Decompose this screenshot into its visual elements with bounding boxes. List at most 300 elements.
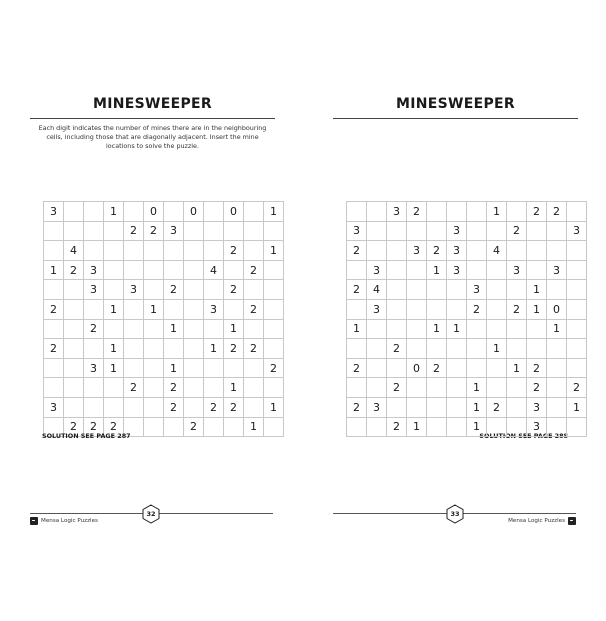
grid-cell[interactable] — [44, 319, 64, 339]
grid-cell[interactable]: 1 — [104, 299, 124, 319]
grid-row — [44, 299, 284, 319]
grid-cell[interactable]: 1 — [164, 358, 184, 378]
grid-cell[interactable]: 0 — [224, 202, 244, 222]
grid-cell[interactable] — [44, 358, 64, 378]
grid-cell[interactable] — [124, 299, 144, 319]
grid-cell[interactable]: 1 — [487, 202, 507, 222]
grid-cell[interactable] — [64, 319, 84, 339]
grid-cell[interactable]: 3 — [507, 260, 527, 280]
grid-cell[interactable] — [487, 378, 507, 398]
grid-cell[interactable] — [447, 358, 467, 378]
grid-cell[interactable] — [204, 417, 224, 437]
grid-row — [44, 397, 284, 417]
grid-cell[interactable] — [427, 221, 447, 241]
grid-cell[interactable] — [104, 378, 124, 398]
grid-cell[interactable] — [144, 339, 164, 359]
grid-row — [44, 339, 284, 359]
grid-cell[interactable]: 2 — [427, 358, 447, 378]
grid-cell[interactable] — [367, 319, 387, 339]
grid-cell[interactable] — [224, 299, 244, 319]
grid-cell[interactable]: 3 — [527, 417, 547, 437]
grid-cell[interactable] — [144, 280, 164, 300]
grid-cell[interactable] — [527, 319, 547, 339]
grid-cell[interactable] — [467, 221, 487, 241]
grid-cell[interactable] — [64, 358, 84, 378]
grid-cell[interactable]: 3 — [367, 299, 387, 319]
instructions-text: Each digit indicates the number of mines there are in the neighbouring cells, including those that are diagonally adjacent. Insert the mine locations to solve the puzzle. — [38, 124, 267, 150]
grid-cell[interactable] — [44, 378, 64, 398]
grid-cell[interactable]: 0 — [407, 358, 427, 378]
grid-cell[interactable]: 1 — [144, 299, 164, 319]
grid-cell[interactable]: 2 — [84, 417, 104, 437]
grid-cell[interactable] — [527, 339, 547, 359]
grid-cell[interactable] — [64, 378, 84, 398]
grid-cell[interactable] — [64, 280, 84, 300]
grid-cell[interactable] — [184, 280, 204, 300]
grid-cell[interactable]: 2 — [244, 299, 264, 319]
grid-cell[interactable] — [104, 221, 124, 241]
grid-cell[interactable] — [64, 202, 84, 222]
grid-cell[interactable]: 3 — [407, 241, 427, 261]
grid-cell[interactable]: 1 — [44, 260, 64, 280]
grid-cell[interactable] — [184, 378, 204, 398]
grid-cell[interactable] — [144, 358, 164, 378]
grid-cell[interactable] — [264, 299, 284, 319]
grid-cell[interactable] — [567, 339, 587, 359]
grid-cell[interactable]: 1 — [224, 378, 244, 398]
grid-cell[interactable] — [184, 221, 204, 241]
grid-cell[interactable]: 2 — [64, 417, 84, 437]
grid-cell[interactable]: 3 — [164, 221, 184, 241]
grid-cell[interactable]: 1 — [427, 319, 447, 339]
grid-cell[interactable] — [467, 260, 487, 280]
grid-cell[interactable] — [367, 221, 387, 241]
grid-cell[interactable]: 4 — [204, 260, 224, 280]
grid-cell[interactable] — [367, 417, 387, 437]
grid-cell[interactable] — [184, 299, 204, 319]
grid-cell[interactable] — [487, 221, 507, 241]
grid-cell[interactable]: 3 — [547, 260, 567, 280]
grid-cell[interactable]: 2 — [527, 378, 547, 398]
grid-cell[interactable] — [164, 299, 184, 319]
grid-cell[interactable]: 1 — [224, 319, 244, 339]
grid-cell[interactable]: 2 — [144, 221, 164, 241]
brand-name: Mensa Logic Puzzles — [41, 518, 98, 524]
grid-cell[interactable] — [164, 260, 184, 280]
grid-cell[interactable] — [184, 260, 204, 280]
grid-cell[interactable]: 2 — [407, 202, 427, 222]
grid-cell[interactable] — [387, 280, 407, 300]
grid-cell[interactable] — [487, 260, 507, 280]
grid-cell[interactable]: 0 — [144, 202, 164, 222]
grid-cell[interactable] — [124, 358, 144, 378]
grid-cell[interactable]: 3 — [467, 280, 487, 300]
grid-cell[interactable]: 1 — [487, 339, 507, 359]
grid-cell[interactable]: 3 — [347, 221, 367, 241]
grid-cell[interactable] — [427, 299, 447, 319]
grid-cell[interactable] — [184, 339, 204, 359]
grid-cell[interactable] — [447, 378, 467, 398]
grid-cell[interactable]: 2 — [547, 202, 567, 222]
grid-cell[interactable] — [547, 339, 567, 359]
grid-cell[interactable] — [244, 358, 264, 378]
grid-cell[interactable] — [367, 358, 387, 378]
grid-cell[interactable] — [224, 221, 244, 241]
grid-cell[interactable] — [184, 397, 204, 417]
grid-cell[interactable] — [387, 319, 407, 339]
grid-cell[interactable] — [124, 241, 144, 261]
grid-cell[interactable] — [104, 397, 124, 417]
grid-cell[interactable] — [467, 319, 487, 339]
grid-cell[interactable]: 2 — [224, 339, 244, 359]
grid-cell[interactable]: 2 — [124, 221, 144, 241]
grid-cell[interactable] — [184, 319, 204, 339]
grid-cell[interactable] — [64, 299, 84, 319]
grid-cell[interactable] — [224, 417, 244, 437]
grid-cell[interactable] — [507, 378, 527, 398]
grid-cell[interactable]: 2 — [527, 358, 547, 378]
grid-cell[interactable]: 1 — [567, 397, 587, 417]
grid-cell[interactable] — [224, 358, 244, 378]
grid-cell[interactable] — [507, 241, 527, 261]
grid-row — [44, 319, 284, 339]
grid-cell[interactable] — [487, 319, 507, 339]
grid-cell[interactable] — [184, 241, 204, 261]
grid-cell[interactable] — [184, 358, 204, 378]
grid-cell[interactable] — [347, 299, 367, 319]
grid-cell[interactable]: 2 — [84, 319, 104, 339]
grid-cell[interactable] — [467, 241, 487, 261]
grid-cell[interactable] — [407, 339, 427, 359]
grid-cell[interactable]: 1 — [547, 319, 567, 339]
grid-cell[interactable] — [507, 417, 527, 437]
grid-cell[interactable] — [427, 417, 447, 437]
grid-cell[interactable] — [447, 339, 467, 359]
grid-cell[interactable] — [347, 202, 367, 222]
grid-cell[interactable]: 1 — [204, 339, 224, 359]
grid-cell[interactable]: 2 — [224, 397, 244, 417]
grid-cell[interactable] — [547, 417, 567, 437]
grid-cell[interactable]: 2 — [104, 417, 124, 437]
grid-cell[interactable] — [264, 319, 284, 339]
grid-cell[interactable]: 4 — [487, 241, 507, 261]
grid-cell[interactable]: 3 — [124, 280, 144, 300]
grid-cell[interactable]: 2 — [44, 339, 64, 359]
grid-cell[interactable]: 1 — [527, 299, 547, 319]
grid-cell[interactable] — [407, 299, 427, 319]
grid-cell[interactable]: 1 — [264, 241, 284, 261]
grid-cell[interactable]: 2 — [427, 241, 447, 261]
grid-cell[interactable] — [244, 221, 264, 241]
grid-cell[interactable] — [447, 397, 467, 417]
grid-cell[interactable]: 2 — [507, 299, 527, 319]
grid-cell[interactable] — [264, 378, 284, 398]
grid-cell[interactable] — [104, 260, 124, 280]
grid-cell[interactable]: 1 — [347, 319, 367, 339]
grid-cell[interactable] — [507, 280, 527, 300]
grid-cell[interactable]: 2 — [347, 241, 367, 261]
grid-cell[interactable] — [124, 202, 144, 222]
grid-cell[interactable] — [144, 241, 164, 261]
grid-cell[interactable] — [487, 299, 507, 319]
grid-cell[interactable]: 2 — [487, 397, 507, 417]
grid-cell[interactable]: 1 — [507, 358, 527, 378]
grid-cell[interactable]: 3 — [84, 358, 104, 378]
grid-cell[interactable]: 3 — [84, 260, 104, 280]
grid-cell[interactable]: 4 — [64, 241, 84, 261]
grid-cell[interactable] — [244, 319, 264, 339]
grid-cell[interactable] — [64, 221, 84, 241]
grid-cell[interactable]: 2 — [347, 358, 367, 378]
grid-cell[interactable]: 1 — [264, 202, 284, 222]
grid-cell[interactable] — [144, 260, 164, 280]
grid-cell[interactable] — [347, 378, 367, 398]
grid-cell[interactable] — [367, 202, 387, 222]
grid-cell[interactable] — [104, 280, 124, 300]
grid-cell[interactable] — [264, 417, 284, 437]
grid-cell[interactable]: 1 — [467, 378, 487, 398]
grid-cell[interactable] — [487, 280, 507, 300]
grid-cell[interactable] — [427, 339, 447, 359]
grid-cell[interactable]: 2 — [164, 378, 184, 398]
grid-cell[interactable]: 2 — [64, 260, 84, 280]
grid-cell[interactable] — [164, 241, 184, 261]
grid-cell[interactable] — [84, 378, 104, 398]
grid-cell[interactable] — [507, 339, 527, 359]
grid-cell[interactable]: 1 — [104, 202, 124, 222]
grid-cell[interactable]: 2 — [387, 339, 407, 359]
grid-cell[interactable] — [387, 260, 407, 280]
grid-cell[interactable]: 1 — [104, 358, 124, 378]
grid-cell[interactable] — [567, 319, 587, 339]
grid-cell[interactable] — [507, 397, 527, 417]
grid-cell[interactable] — [547, 241, 567, 261]
grid-cell[interactable] — [264, 221, 284, 241]
grid-cell[interactable] — [347, 417, 367, 437]
grid-cell[interactable] — [387, 241, 407, 261]
title-rule — [30, 118, 275, 119]
grid-cell[interactable] — [447, 202, 467, 222]
grid-cell[interactable] — [264, 260, 284, 280]
page-number: 33 — [450, 510, 460, 518]
grid-cell[interactable] — [124, 339, 144, 359]
grid-cell[interactable] — [44, 280, 64, 300]
grid-row — [44, 221, 284, 241]
grid-cell[interactable] — [44, 221, 64, 241]
grid-cell[interactable] — [204, 280, 224, 300]
grid-cell[interactable]: 0 — [184, 202, 204, 222]
grid-cell[interactable] — [547, 280, 567, 300]
grid-cell[interactable] — [387, 397, 407, 417]
grid-cell[interactable]: 1 — [244, 417, 264, 437]
grid-cell[interactable] — [547, 358, 567, 378]
grid-cell[interactable] — [164, 339, 184, 359]
grid-cell[interactable] — [84, 241, 104, 261]
grid-cell[interactable] — [244, 280, 264, 300]
grid-cell[interactable]: 2 — [264, 358, 284, 378]
grid-cell[interactable] — [547, 397, 567, 417]
grid-cell[interactable] — [244, 241, 264, 261]
grid-cell[interactable] — [64, 339, 84, 359]
grid-cell[interactable] — [124, 260, 144, 280]
grid-cell[interactable]: 3 — [367, 397, 387, 417]
grid-row — [347, 319, 587, 339]
grid-cell[interactable]: 2 — [184, 417, 204, 437]
grid-cell[interactable] — [204, 378, 224, 398]
grid-cell[interactable]: 2 — [164, 397, 184, 417]
grid-cell[interactable] — [204, 319, 224, 339]
grid-cell[interactable]: 2 — [387, 378, 407, 398]
grid-cell[interactable]: 2 — [347, 280, 367, 300]
grid-cell[interactable]: 3 — [204, 299, 224, 319]
grid-cell[interactable] — [527, 221, 547, 241]
grid-cell[interactable]: 1 — [164, 319, 184, 339]
grid-cell[interactable] — [487, 417, 507, 437]
grid-cell[interactable]: 3 — [387, 202, 407, 222]
grid-cell[interactable] — [84, 221, 104, 241]
grid-cell[interactable]: 1 — [407, 417, 427, 437]
grid-cell[interactable] — [104, 241, 124, 261]
grid-cell[interactable]: 2 — [244, 339, 264, 359]
grid-cell[interactable] — [447, 417, 467, 437]
grid-cell[interactable]: 2 — [347, 397, 367, 417]
grid-cell[interactable] — [527, 260, 547, 280]
brand-footer — [30, 517, 98, 525]
grid-cell[interactable] — [44, 241, 64, 261]
grid-cell[interactable] — [427, 397, 447, 417]
grid-cell[interactable]: 4 — [367, 280, 387, 300]
grid-cell[interactable] — [84, 397, 104, 417]
grid-cell[interactable] — [84, 299, 104, 319]
grid-cell[interactable]: 1 — [264, 397, 284, 417]
grid-cell[interactable]: 2 — [224, 241, 244, 261]
grid-cell[interactable] — [144, 397, 164, 417]
grid-cell[interactable] — [144, 319, 164, 339]
grid-cell[interactable] — [407, 378, 427, 398]
grid-cell[interactable] — [367, 241, 387, 261]
grid-cell[interactable]: 2 — [244, 260, 264, 280]
grid-cell[interactable]: 1 — [447, 319, 467, 339]
grid-cell[interactable] — [467, 339, 487, 359]
grid-cell[interactable] — [367, 339, 387, 359]
grid-cell[interactable] — [347, 339, 367, 359]
grid-cell[interactable] — [567, 280, 587, 300]
grid-cell[interactable]: 2 — [387, 417, 407, 437]
grid-cell[interactable]: 3 — [447, 260, 467, 280]
grid-cell[interactable] — [387, 221, 407, 241]
grid-cell[interactable] — [144, 417, 164, 437]
grid-cell[interactable]: 2 — [124, 378, 144, 398]
grid-cell[interactable] — [204, 241, 224, 261]
grid-cell[interactable] — [507, 202, 527, 222]
grid-cell[interactable] — [467, 202, 487, 222]
grid-cell[interactable] — [244, 378, 264, 398]
grid-cell[interactable]: 3 — [447, 221, 467, 241]
grid-cell[interactable] — [244, 397, 264, 417]
grid-cell[interactable] — [244, 202, 264, 222]
grid-cell[interactable] — [567, 260, 587, 280]
grid-cell[interactable]: 1 — [467, 397, 487, 417]
grid-cell[interactable]: 2 — [204, 397, 224, 417]
grid-cell[interactable]: 3 — [567, 221, 587, 241]
grid-cell[interactable] — [567, 417, 587, 437]
grid-cell[interactable] — [467, 358, 487, 378]
grid-cell[interactable] — [447, 299, 467, 319]
grid-cell[interactable] — [204, 202, 224, 222]
grid-cell[interactable]: 1 — [467, 417, 487, 437]
grid-cell[interactable] — [264, 339, 284, 359]
grid-cell[interactable] — [547, 378, 567, 398]
grid-cell[interactable] — [487, 358, 507, 378]
grid-cell[interactable] — [367, 378, 387, 398]
grid-cell[interactable] — [387, 358, 407, 378]
grid-cell[interactable]: 3 — [84, 280, 104, 300]
grid-cell[interactable] — [124, 319, 144, 339]
grid-cell[interactable]: 2 — [467, 299, 487, 319]
grid-cell[interactable]: 2 — [567, 378, 587, 398]
grid-cell[interactable]: 3 — [527, 397, 547, 417]
grid-cell[interactable] — [427, 378, 447, 398]
grid-cell[interactable]: 3 — [44, 202, 64, 222]
grid-cell[interactable] — [507, 319, 527, 339]
grid-row — [347, 221, 587, 241]
grid-cell[interactable]: 1 — [427, 260, 447, 280]
grid-cell[interactable] — [447, 280, 467, 300]
grid-cell[interactable] — [427, 202, 447, 222]
grid-cell[interactable]: 2 — [44, 299, 64, 319]
grid-cell[interactable]: 2 — [164, 280, 184, 300]
grid-cell[interactable] — [407, 221, 427, 241]
grid-cell[interactable] — [164, 417, 184, 437]
grid-cell[interactable] — [64, 397, 84, 417]
grid-cell[interactable] — [407, 260, 427, 280]
grid-cell[interactable] — [144, 378, 164, 398]
grid-cell[interactable] — [407, 319, 427, 339]
grid-cell[interactable] — [567, 202, 587, 222]
grid-cell[interactable] — [567, 358, 587, 378]
grid-cell[interactable] — [567, 299, 587, 319]
grid-row — [44, 241, 284, 261]
grid-cell[interactable] — [567, 241, 587, 261]
grid-cell[interactable] — [204, 221, 224, 241]
grid-cell[interactable]: 1 — [104, 339, 124, 359]
grid-cell[interactable] — [84, 202, 104, 222]
grid-row — [347, 241, 587, 261]
grid-cell[interactable] — [407, 397, 427, 417]
grid-cell[interactable]: 2 — [224, 280, 244, 300]
grid-cell[interactable] — [164, 202, 184, 222]
grid-cell[interactable] — [104, 319, 124, 339]
grid-cell[interactable] — [124, 397, 144, 417]
grid-cell[interactable]: 3 — [367, 260, 387, 280]
grid-cell[interactable] — [347, 260, 367, 280]
grid-cell[interactable] — [84, 339, 104, 359]
grid-cell[interactable] — [547, 221, 567, 241]
grid-cell[interactable]: 3 — [44, 397, 64, 417]
grid-cell[interactable]: 3 — [447, 241, 467, 261]
grid-cell[interactable]: 2 — [527, 202, 547, 222]
grid-cell[interactable]: 0 — [547, 299, 567, 319]
grid-cell[interactable] — [264, 280, 284, 300]
grid-cell[interactable] — [224, 260, 244, 280]
grid-cell[interactable] — [407, 280, 427, 300]
grid-cell[interactable] — [527, 241, 547, 261]
grid-cell[interactable]: 2 — [507, 221, 527, 241]
grid-cell[interactable] — [387, 299, 407, 319]
grid-cell[interactable] — [427, 280, 447, 300]
grid-cell[interactable] — [204, 358, 224, 378]
grid-cell[interactable]: 1 — [527, 280, 547, 300]
